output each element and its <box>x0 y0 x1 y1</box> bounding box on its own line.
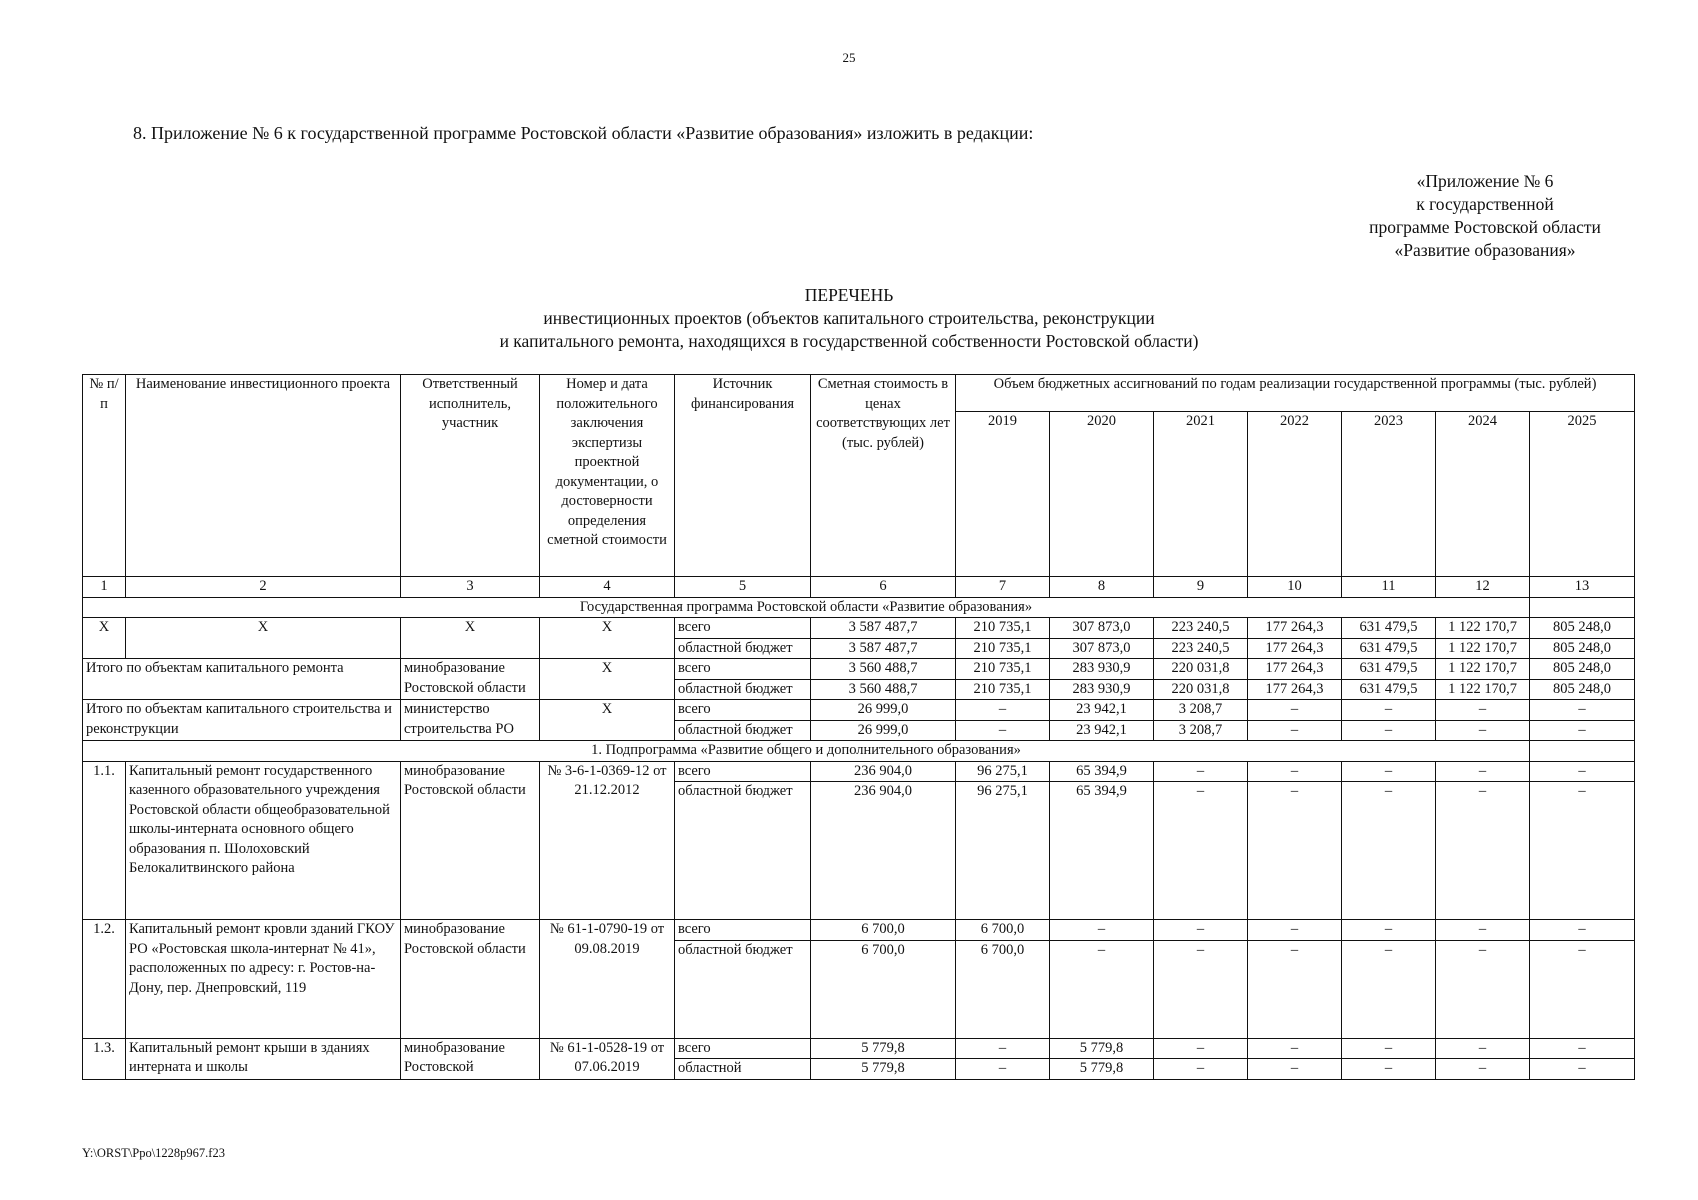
header-year: 2023 <box>1342 412 1436 577</box>
header-year: 2025 <box>1530 412 1635 577</box>
appendix-line: «Развитие образования» <box>1394 240 1576 260</box>
cell-year-value: 6 700,0 <box>956 920 1050 941</box>
cell-cost: 236 904,0 <box>811 761 956 782</box>
cell-source: областной бюджет <box>675 638 811 659</box>
table-row <box>83 761 1635 782</box>
cell-year-value: 23 942,1 <box>1050 720 1154 741</box>
section-row <box>83 741 1635 762</box>
cell-year-value: – <box>1342 700 1436 721</box>
cell-x: Х <box>401 618 540 659</box>
cell-year-value: 6 700,0 <box>956 940 1050 1038</box>
table-row <box>83 1038 1635 1059</box>
cell-year-value: 805 248,0 <box>1530 679 1635 700</box>
cell-year-value: – <box>1530 720 1635 741</box>
cell-year-value: 210 735,1 <box>956 659 1050 680</box>
cell-year-value: – <box>1342 920 1436 941</box>
cell-year-value: – <box>1248 761 1342 782</box>
header-year: 2019 <box>956 412 1050 577</box>
cell-year-value: – <box>1154 1059 1248 1080</box>
cell-year-value: – <box>1050 940 1154 1038</box>
cell-year-value: – <box>1342 1059 1436 1080</box>
column-number: 4 <box>540 577 675 598</box>
title-line: и капитального ремонта, находящихся в государственной собственности Ростовской области) <box>499 331 1199 351</box>
cell-year-value: 96 275,1 <box>956 761 1050 782</box>
appendix-line: «Приложение № 6 <box>1416 171 1554 191</box>
cell-year-value: 177 264,3 <box>1248 618 1342 639</box>
cell-project-num: 1.2. <box>83 920 126 1039</box>
column-number: 8 <box>1050 577 1154 598</box>
cell-cost: 6 700,0 <box>811 940 956 1038</box>
column-number: 11 <box>1342 577 1436 598</box>
header-name: Наименование инвестиционного проекта <box>126 375 401 577</box>
cell-year-value: – <box>1154 1038 1248 1059</box>
cell-source: областной бюджет <box>675 782 811 920</box>
table-row <box>83 920 1635 941</box>
cell-year-value: 283 930,9 <box>1050 679 1154 700</box>
cell-year-value: 96 275,1 <box>956 782 1050 920</box>
cell-cost: 236 904,0 <box>811 782 956 920</box>
cell-year-value: – <box>1530 782 1635 920</box>
cell-year-value: – <box>1154 782 1248 920</box>
cell-cost: 6 700,0 <box>811 920 956 941</box>
column-number: 7 <box>956 577 1050 598</box>
cell-year-value: 210 735,1 <box>956 679 1050 700</box>
cell-year-value: 23 942,1 <box>1050 700 1154 721</box>
header-source: Источник финансирования <box>675 375 811 577</box>
cell-expertise: № 3-6-1-0369-12 от 21.12.2012 <box>540 761 675 920</box>
cell-year-value: – <box>1342 761 1436 782</box>
cell-year-value: 805 248,0 <box>1530 638 1635 659</box>
cell-year-value: 283 930,9 <box>1050 659 1154 680</box>
cell-cost: 26 999,0 <box>811 720 956 741</box>
header-executor: Ответственный исполнитель, участник <box>401 375 540 577</box>
cell-year-value: 5 779,8 <box>1050 1059 1154 1080</box>
cell-executor: министерство строительства РО <box>401 700 540 741</box>
cell-source: областной бюджет <box>675 720 811 741</box>
cell-source: областной бюджет <box>675 679 811 700</box>
cell-executor: минобразование Ростовской области <box>401 761 540 920</box>
cell-year-value: – <box>956 1059 1050 1080</box>
cell-year-value: – <box>1436 700 1530 721</box>
table-row <box>83 618 1635 639</box>
cell-year-value: 177 264,3 <box>1248 638 1342 659</box>
header-expertise: Номер и дата положительного заключения экспертизы проектной документации, о достоверности определения сметной стоимости <box>540 375 675 577</box>
cell-year-value: – <box>1436 782 1530 920</box>
cell-year-value: 220 031,8 <box>1154 659 1248 680</box>
cell-source: всего <box>675 618 811 639</box>
cell-year-value: 210 735,1 <box>956 638 1050 659</box>
cell-source: всего <box>675 659 811 680</box>
cell-total-label: Итого по объектам капитального ремонта <box>83 659 401 700</box>
cell-year-value: 1 122 170,7 <box>1436 659 1530 680</box>
cell-source: всего <box>675 700 811 721</box>
cell-cost: 5 779,8 <box>811 1059 956 1080</box>
cell-year-value: – <box>1436 720 1530 741</box>
column-numbers-row <box>83 577 1635 598</box>
cell-year-value: – <box>1248 1059 1342 1080</box>
cell-year-value: 65 394,9 <box>1050 761 1154 782</box>
cell-executor: минобразование Ростовской <box>401 1038 540 1079</box>
cell-project-num: 1.1. <box>83 761 126 920</box>
cell-cost: 5 779,8 <box>811 1038 956 1059</box>
cell-year-value: 307 873,0 <box>1050 638 1154 659</box>
cell-year-value: – <box>956 1038 1050 1059</box>
cell-year-value: – <box>1248 720 1342 741</box>
cell-expertise: № 61-1-0790-19 от 09.08.2019 <box>540 920 675 1039</box>
cell-year-value: – <box>1436 1038 1530 1059</box>
cell-x: Х <box>126 618 401 659</box>
cell-year-value: – <box>1436 940 1530 1038</box>
column-number: 2 <box>126 577 401 598</box>
title-line: инвестиционных проектов (объектов капитального строительства, реконструкции <box>543 308 1155 328</box>
column-number: 12 <box>1436 577 1530 598</box>
header-year: 2020 <box>1050 412 1154 577</box>
header-num: № п/п <box>83 375 126 577</box>
cell-year-value: – <box>1154 940 1248 1038</box>
header-year: 2021 <box>1154 412 1248 577</box>
cell-source: всего <box>675 1038 811 1059</box>
cell-source: всего <box>675 761 811 782</box>
cell-year-value: 210 735,1 <box>956 618 1050 639</box>
section-row <box>83 597 1635 618</box>
cell-year-value: 631 479,5 <box>1342 679 1436 700</box>
cell-year-value: 1 122 170,7 <box>1436 638 1530 659</box>
cell-year-value: 223 240,5 <box>1154 618 1248 639</box>
cell-x: Х <box>83 618 126 659</box>
cell-cost: 3 587 487,7 <box>811 638 956 659</box>
cell-year-value: – <box>1248 940 1342 1038</box>
header-row <box>83 375 1635 412</box>
cell-year-value: – <box>1050 920 1154 941</box>
cell-year-value: 223 240,5 <box>1154 638 1248 659</box>
section-program-title: Государственная программа Ростовской области «Развитие образования» <box>83 597 1530 618</box>
cell-project-name: Капитальный ремонт кровли зданий ГКОУ РО «Ростовская школа-интернат № 41», расположенных по адресу: г. Ростов-на-Дону, пер. Днепровский, 119 <box>126 920 401 1039</box>
cell-executor: минобразование Ростовской области <box>401 659 540 700</box>
cell-source: областной бюджет <box>675 940 811 1038</box>
header-cost: Сметная стоимость в ценах соответствующих лет (тыс. рублей) <box>811 375 956 577</box>
cell-total-label: Итого по объектам капитального строительства и реконструкции <box>83 700 401 741</box>
cell-year-value: – <box>1342 1038 1436 1059</box>
column-number: 10 <box>1248 577 1342 598</box>
cell-year-value: 220 031,8 <box>1154 679 1248 700</box>
header-year: 2022 <box>1248 412 1342 577</box>
footer-file-path: Y:\ORST\Ppo\1228p967.f23 <box>82 1146 225 1160</box>
cell-year-value: – <box>1154 761 1248 782</box>
page-number: 25 <box>842 50 856 65</box>
section-subprogram-title: 1. Подпрограмма «Развитие общего и дополнительного образования» <box>83 741 1530 762</box>
column-number: 5 <box>675 577 811 598</box>
cell-cost: 26 999,0 <box>811 700 956 721</box>
cell-year-value: 65 394,9 <box>1050 782 1154 920</box>
cell-year-value: – <box>1436 1059 1530 1080</box>
cell-year-value: – <box>1436 761 1530 782</box>
cell-year-value: – <box>1342 940 1436 1038</box>
intro-text: 8. Приложение № 6 к государственной программе Ростовской области «Развитие образования» изложить в редакции: <box>133 123 1034 143</box>
cell-year-value: – <box>1530 1059 1635 1080</box>
column-number: 13 <box>1530 577 1635 598</box>
investment-projects-table <box>82 374 1635 1080</box>
cell-year-value: 177 264,3 <box>1248 659 1342 680</box>
appendix-line: программе Ростовской области <box>1369 217 1601 237</box>
cell-year-value: 177 264,3 <box>1248 679 1342 700</box>
table-row <box>83 700 1635 721</box>
cell-year-value: 3 208,7 <box>1154 720 1248 741</box>
cell-year-value: – <box>1248 920 1342 941</box>
cell-source: областной <box>675 1059 811 1080</box>
cell-year-value: 805 248,0 <box>1530 659 1635 680</box>
cell-year-value: – <box>1154 920 1248 941</box>
cell-x: Х <box>540 659 675 700</box>
cell-year-value: 1 122 170,7 <box>1436 618 1530 639</box>
cell-source: всего <box>675 920 811 941</box>
cell-year-value: 631 479,5 <box>1342 638 1436 659</box>
cell-year-value: – <box>1342 720 1436 741</box>
cell-expertise: № 61-1-0528-19 от 07.06.2019 <box>540 1038 675 1079</box>
table-row <box>83 659 1635 680</box>
cell-year-value: 631 479,5 <box>1342 659 1436 680</box>
cell-x: Х <box>540 618 675 659</box>
cell-year-value: – <box>1248 700 1342 721</box>
cell-year-value: – <box>1530 1038 1635 1059</box>
section-empty-cell <box>1530 597 1635 618</box>
column-number: 6 <box>811 577 956 598</box>
section-empty-cell <box>1530 741 1635 762</box>
cell-year-value: 3 208,7 <box>1154 700 1248 721</box>
cell-year-value: – <box>1248 782 1342 920</box>
cell-project-name: Капитальный ремонт государственного казенного образовательного учреждения Ростовской области общеобразовательной школы-интерната основного общего образования п. Шолоховский Белокалитвинского района <box>126 761 401 920</box>
column-number: 1 <box>83 577 126 598</box>
cell-year-value: – <box>1436 920 1530 941</box>
cell-year-value: – <box>1530 700 1635 721</box>
cell-cost: 3 587 487,7 <box>811 618 956 639</box>
cell-year-value: – <box>956 720 1050 741</box>
cell-year-value: 307 873,0 <box>1050 618 1154 639</box>
document-title <box>0 284 1698 353</box>
cell-year-value: – <box>1248 1038 1342 1059</box>
title-line: ПЕРЕЧЕНЬ <box>804 285 894 305</box>
cell-year-value: 631 479,5 <box>1342 618 1436 639</box>
cell-year-value: – <box>1530 940 1635 1038</box>
appendix-line: к государственной <box>1416 194 1554 214</box>
cell-year-value: 1 122 170,7 <box>1436 679 1530 700</box>
cell-project-name: Капитальный ремонт крыши в зданиях интерната и школы <box>126 1038 401 1079</box>
column-number: 3 <box>401 577 540 598</box>
cell-cost: 3 560 488,7 <box>811 659 956 680</box>
cell-year-value: – <box>1530 920 1635 941</box>
cell-year-value: 805 248,0 <box>1530 618 1635 639</box>
cell-year-value: – <box>956 700 1050 721</box>
column-number: 9 <box>1154 577 1248 598</box>
cell-x: Х <box>540 700 675 741</box>
cell-project-num: 1.3. <box>83 1038 126 1079</box>
cell-cost: 3 560 488,7 <box>811 679 956 700</box>
cell-executor: минобразование Ростовской области <box>401 920 540 1039</box>
appendix-heading <box>1290 170 1680 262</box>
header-year: 2024 <box>1436 412 1530 577</box>
header-budget-group: Объем бюджетных ассигнований по годам реализации государственной программы (тыс. рублей) <box>956 375 1635 412</box>
cell-year-value: 5 779,8 <box>1050 1038 1154 1059</box>
cell-year-value: – <box>1342 782 1436 920</box>
cell-year-value: – <box>1530 761 1635 782</box>
